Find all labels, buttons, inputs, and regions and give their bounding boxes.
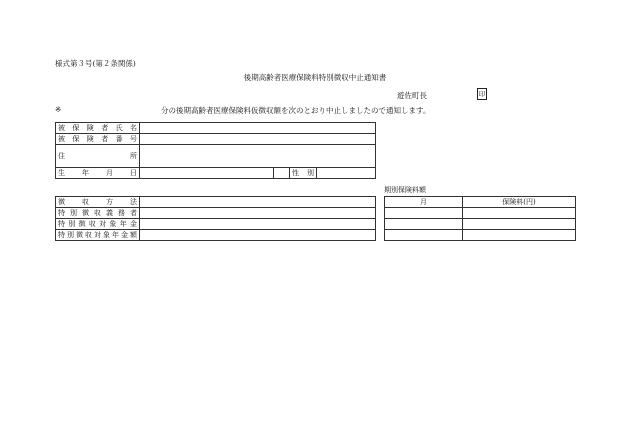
collection-method-value[interactable] xyxy=(140,197,376,208)
gender-label: 性別 xyxy=(290,168,317,179)
issuer: 遊佐町長 xyxy=(397,91,427,100)
target-pension-label: 特別徴収対象年金 xyxy=(56,219,140,230)
target-pension-amount-label: 特別徴収対象年金額 xyxy=(56,230,140,241)
withholding-agent-value[interactable] xyxy=(140,208,376,219)
seal-mark: 印 xyxy=(478,90,486,98)
premium-cell[interactable] xyxy=(463,230,576,241)
premium-cell[interactable] xyxy=(463,208,576,219)
month-cell[interactable] xyxy=(385,230,463,241)
address-value[interactable] xyxy=(140,145,376,168)
collection-method-label: 徴収方法 xyxy=(56,197,140,208)
insured-name-label: 被保険者氏名 xyxy=(56,123,140,134)
form-id: 様式第３号(第２条関係) xyxy=(55,59,136,68)
month-cell[interactable] xyxy=(385,208,463,219)
premium-cell[interactable] xyxy=(463,219,576,230)
period-premium-table xyxy=(384,196,576,241)
notice-mark: ※ xyxy=(55,105,62,114)
birthdate-gap xyxy=(274,168,290,179)
month-header: 月 xyxy=(385,197,463,208)
notice-text: 分の後期高齢者医療保険料仮徴収額を次のとおり中止しましたので通知します。 xyxy=(161,106,431,115)
period-premium-title: 期別保険料額 xyxy=(384,186,426,194)
birthdate-label: 生年月日 xyxy=(56,168,140,179)
address-label: 住所 xyxy=(56,145,140,168)
target-pension-value[interactable] xyxy=(140,219,376,230)
insured-name-value[interactable] xyxy=(140,123,376,134)
target-pension-amount-value[interactable] xyxy=(140,230,376,241)
birthdate-value[interactable] xyxy=(140,168,274,179)
gender-value[interactable] xyxy=(317,168,376,179)
month-cell[interactable] xyxy=(385,219,463,230)
document-title: 後期高齢者医療保険料特別徴収中止通知書 xyxy=(243,73,387,82)
insured-number-value[interactable] xyxy=(140,134,376,145)
premium-header: 保険料(円) xyxy=(463,197,576,208)
collection-method-table xyxy=(55,196,376,241)
insured-info-table xyxy=(55,122,376,179)
insured-number-label: 被保険者番号 xyxy=(56,134,140,145)
withholding-agent-label: 特別徴収義務者 xyxy=(56,208,140,219)
